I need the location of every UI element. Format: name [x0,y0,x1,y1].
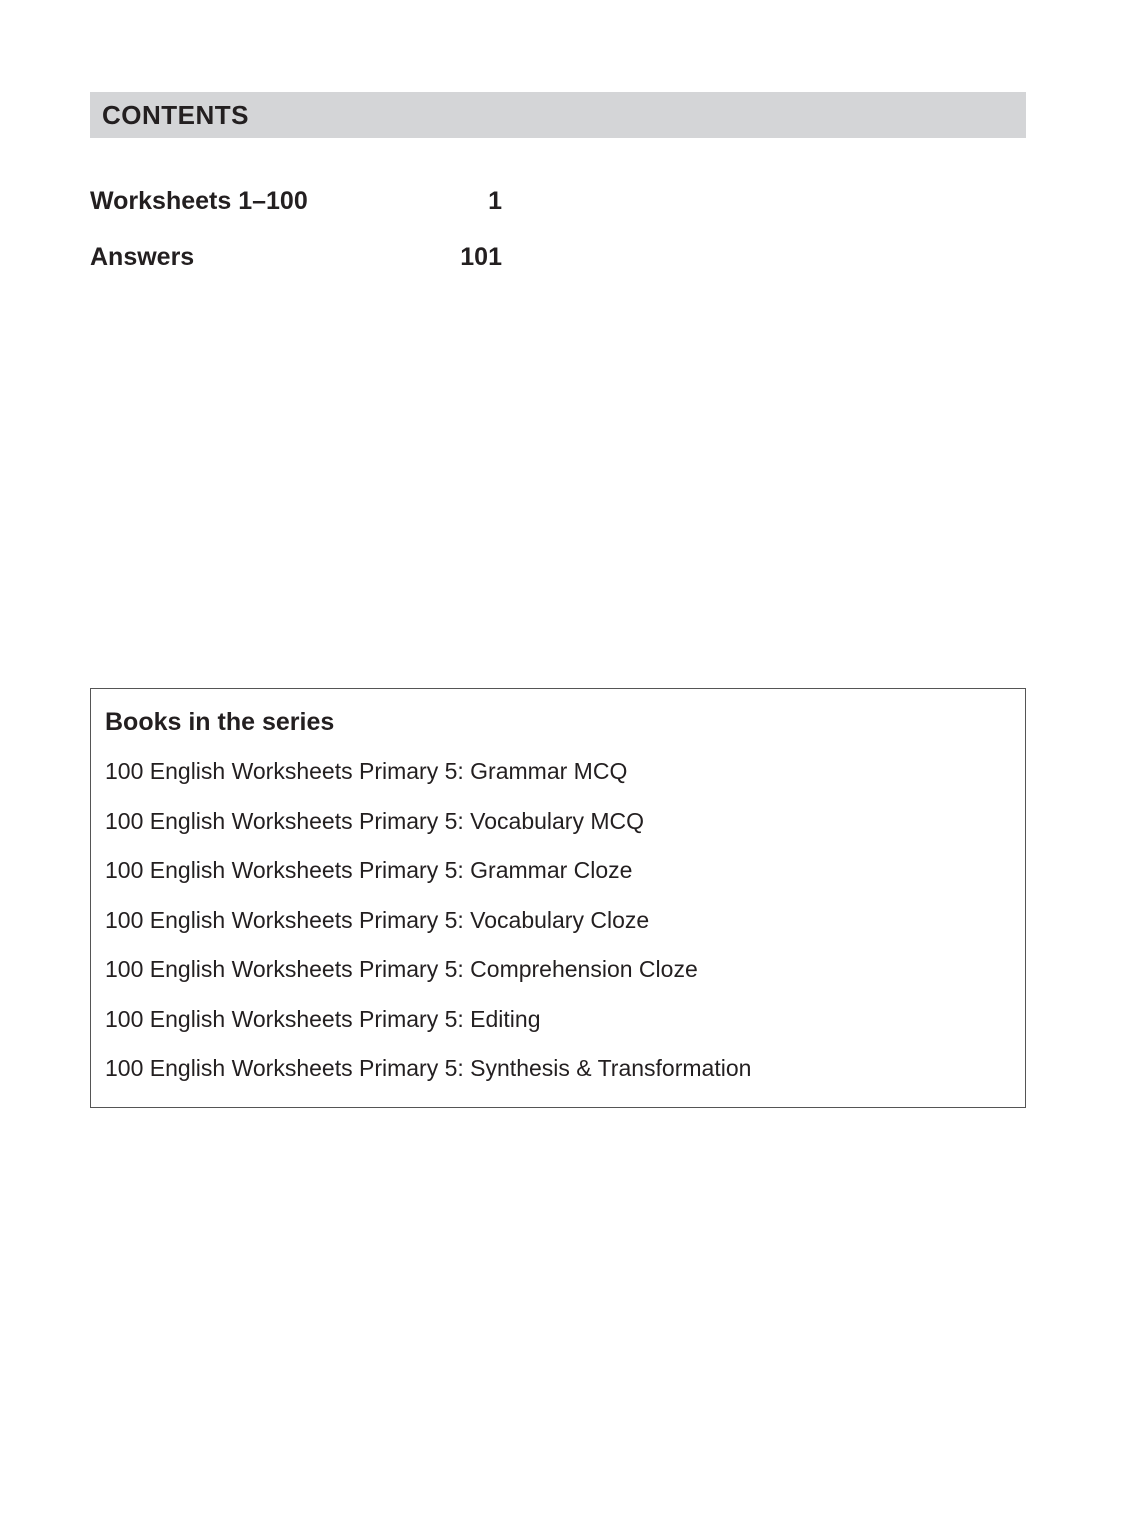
series-book-item: 100 English Worksheets Primary 5: Vocabulary Cloze [105,906,650,933]
series-box [90,688,1026,1108]
series-book-item: 100 English Worksheets Primary 5: Synthesis & Transformation [105,1055,752,1081]
toc-entry-answers [90,234,502,290]
series-book-item: 100 English Worksheets Primary 5: Grammar MCQ [105,758,628,784]
series-book-item: 100 English Worksheets Primary 5: Comprehension Cloze [105,956,698,982]
toc-entry-label: Worksheets 1–100 [90,187,308,215]
table-of-contents [90,178,502,290]
contents-title: CONTENTS [102,99,249,130]
contents-header [90,92,1026,138]
series-book-item: 100 English Worksheets Primary 5: Editing [105,1005,541,1032]
toc-entry-page: 101 [460,243,502,271]
toc-entry-worksheets [90,178,502,234]
toc-entry-page: 1 [488,187,502,215]
series-book-item: 100 English Worksheets Primary 5: Grammar Cloze [105,857,633,883]
series-title: Books in the series [105,708,335,736]
series-list [105,747,1011,1094]
series-book-item: 100 English Worksheets Primary 5: Vocabulary MCQ [105,807,645,834]
toc-entry-label: Answers [90,243,195,271]
